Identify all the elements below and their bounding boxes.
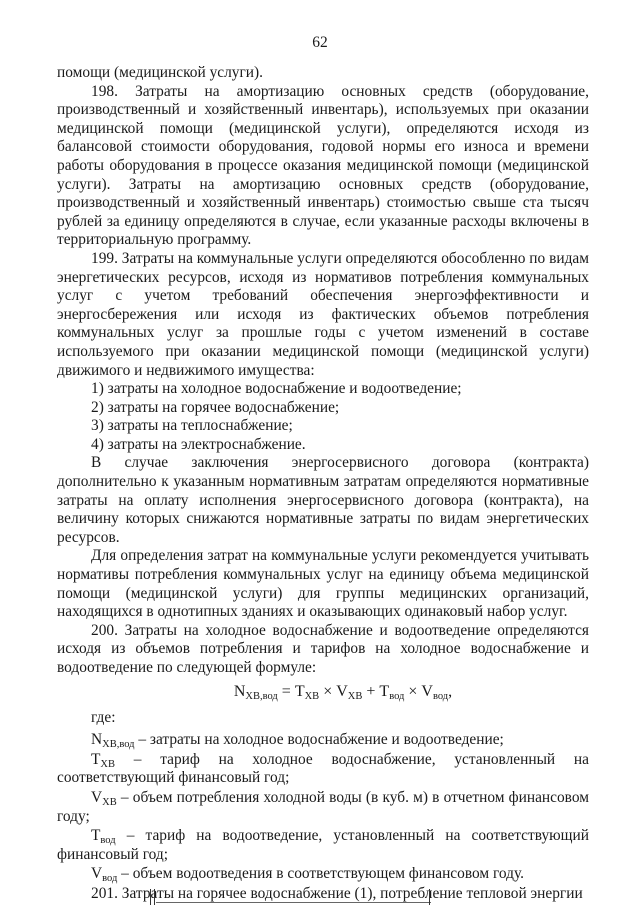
formula-v1: V (336, 682, 348, 700)
definition-subscript: ХВ,вод (102, 739, 135, 751)
definition-symbol: V (91, 865, 103, 883)
definition-subscript: вод (102, 873, 118, 885)
definition-item (57, 827, 589, 864)
formula-t2-sub: вод (389, 690, 405, 702)
paragraph-201: 201. Затраты на горячее водоснабжение (1), потребление тепловой энергии (91, 884, 583, 902)
definition-text: – затраты на холодное водоснабжение и водоотведение; (134, 731, 504, 749)
paragraph-198: 198. Затраты на амортизацию основных средств (оборудование, производственный и хозяйственный инвентарь), используемых при оказании медицинской помощи (медицинской услуги), определяются исходя из балансовой стоимости оборудования, годовой нормы его износа и времени работы оборудования в процессе оказания медицинской помощи (медицинской услуги). Затраты на амортизацию основных средств (оборудование, производственный и хозяйственный инвентарь) стоимостью свыше ста тысяч рублей за единицу определяются в случае, если указанные расходы включены в территориальную программу. (57, 82, 589, 249)
definition-symbol: V (91, 788, 103, 806)
list-item-4: 4) затраты на электроснабжение. (91, 435, 306, 453)
definitions-list (57, 731, 589, 884)
formula-eq: = (277, 682, 295, 700)
definition-subscript: ХВ (102, 796, 117, 808)
definition-subscript: вод (100, 835, 116, 847)
formula-t2: T (379, 682, 390, 700)
formula-t1-sub: ХВ (304, 690, 320, 702)
definition-symbol: T (91, 750, 101, 768)
formula-tail: , (448, 682, 453, 700)
definition-text: – тариф на водоотведение, установленный на соответствующий финансовый год; (57, 827, 589, 863)
list-item-1: 1) затраты на холодное водоснабжение и водоотведение; (91, 380, 462, 398)
formula-plus: + (362, 682, 380, 700)
formula (57, 681, 589, 703)
list-item-3: 3) затраты на теплоснабжение; (91, 417, 293, 435)
formula-v2-sub: вод (432, 690, 449, 702)
definition-item (57, 751, 589, 788)
definition-item (57, 789, 589, 826)
definition-subscript: ХВ (100, 758, 115, 770)
list-item-2: 2) затраты на горячее водоснабжение; (91, 398, 340, 416)
paragraph-energy-service: В случае заключения энергосервисного договора (контракта) дополнительно к указанным нормативным затратам определяются нормативные затраты на оплату исполнения энергосервисного договора (контракта), на величину которых снижаются нормативные затраты по видам энергетических ресурсов. (57, 454, 589, 546)
definition-text: – объем водоотведения в соответствующем финансовом году. (117, 865, 524, 883)
page-number: 62 (312, 34, 328, 51)
definition-text: – объем потребления холодной воды (в куб. м) в отчетном финансовом году; (57, 788, 589, 825)
paragraph-200: 200. Затраты на холодное водоснабжение и водоотведение определяются исходя из объемов потребления и тарифов на холодное водоснабжение и водоотведение по следующей формуле: (57, 621, 589, 676)
definition-symbol: T (91, 827, 101, 845)
paragraph-199: 199. Затраты на коммунальные услуги определяются обособленно по видам энергетических ресурсов, исходя из нормативов потребления коммунальных услуг с учетом требований обеспечения энергоэффективности и энергосбережения или исходя из фактических объемов потребления коммунальных услуг за прошлые годы с учетом изменений в составе используемого при оказании медицинской помощи (медицинской услуги) движимого и недвижимого имущества: (57, 249, 589, 379)
page-footer-line (156, 902, 431, 903)
formula-mul2: × (404, 682, 422, 700)
page-footer-mark-left (150, 889, 155, 905)
formula-v1-sub: ХВ (347, 690, 363, 702)
formula-t1: T (294, 682, 305, 700)
formula-lhs-sub: ХВ,вод (245, 690, 278, 702)
formula-v2: V (421, 682, 433, 700)
paragraph-continuation: помощи (медицинской услуги). (57, 64, 264, 81)
definition-text: – тариф на холодное водоснабжение, установленный на соответствующий финансовый год; (57, 750, 589, 787)
formula-mul1: × (319, 682, 337, 700)
document-body (57, 64, 589, 904)
formula-lhs: N (233, 682, 246, 700)
where-label: где: (91, 708, 116, 726)
paragraph-recommendation: Для определения затрат на коммунальные услуги рекомендуется учитывать нормативы потребления коммунальных услуг на единицу объема медицинской помощи (медицинской услуги) для группы медицинских организаций, находящихся в однотипных зданиях и оказывающих одинаковый набор услуг. (57, 547, 589, 621)
page-footer-mark-right (429, 889, 430, 905)
definition-item (57, 865, 589, 884)
definition-symbol: N (91, 731, 103, 749)
definition-item (57, 731, 589, 750)
